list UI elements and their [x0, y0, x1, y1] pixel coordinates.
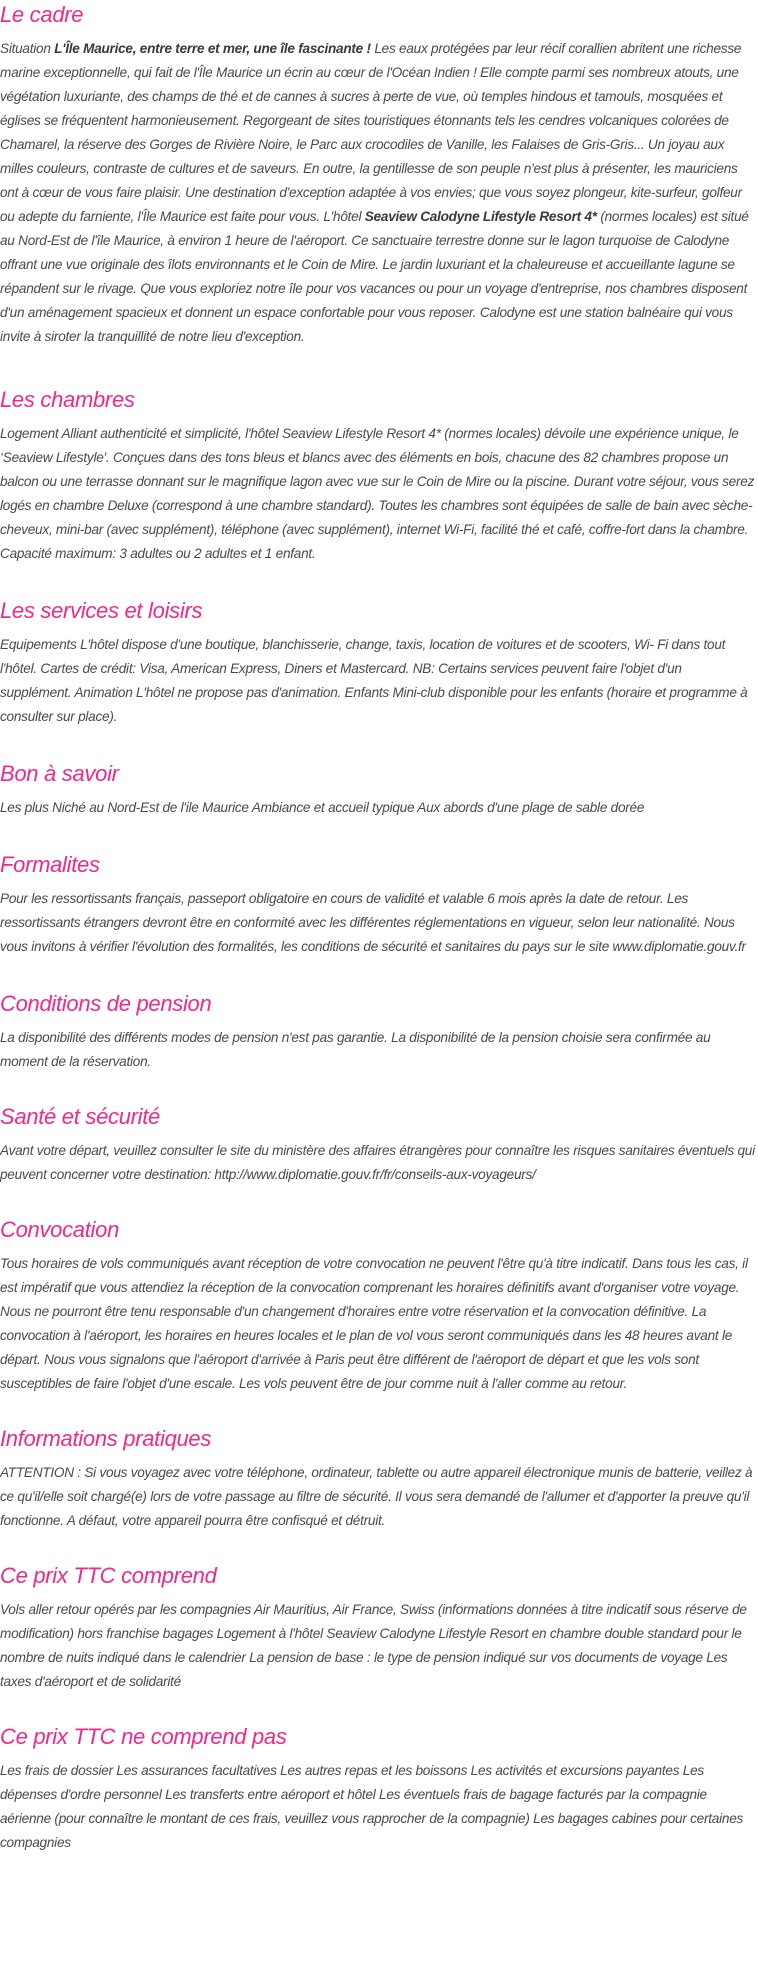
section-body: La disponibilité des différents modes de pension n'est pas garantie. La disponibilité de la pension choisie sera confirmée au moment de la réservation.	[0, 1030, 711, 1069]
highlight-tagline: L'Île Maurice, entre terre et mer, une île fascinante !	[54, 41, 371, 56]
section-title: Ce prix TTC comprend	[0, 1563, 217, 1588]
situation-label: Situation	[0, 41, 55, 56]
section-informations-pratiques	[0, 1424, 756, 1533]
section-body	[0, 37, 756, 349]
section-title: Les services et loisirs	[0, 598, 203, 623]
section-body: Equipements L'hôtel dispose d'une boutique, blanchisserie, change, taxis, location de voitures et de scooters, Wi- Fi dans tout l'hôtel. Cartes de crédit: Visa, American Express, Diners et Mastercard. NB: Certains services peuvent faire l'objet d'un supplément. Animation L'hôtel ne propose pas d'animation. Enfants Mini-club disponible pour les enfants (horaire et programme à consulter sur place).	[0, 637, 748, 724]
section-title: Formalites	[0, 852, 100, 877]
section-le-cadre	[0, 0, 756, 349]
section-title: Le cadre	[0, 2, 84, 27]
section-title: Bon à savoir	[0, 761, 119, 786]
section-title: Santé et sécurité	[0, 1104, 160, 1129]
section-title: Ce prix TTC ne comprend pas	[0, 1724, 287, 1749]
section-sante-securite	[0, 1102, 756, 1187]
section-body: Les plus Niché au Nord-Est de l'ile Maurice Ambiance et accueil typique Aux abords d'une plage de sable dorée	[0, 800, 645, 815]
section-les-chambres	[0, 385, 756, 566]
section-services-loisirs	[0, 596, 756, 729]
section-title: Informations pratiques	[0, 1426, 212, 1451]
section-body: Logement Alliant authenticité et simplicité, l'hôtel Seaview Lifestyle Resort 4* (normes locales) dévoile une expérience unique, le ‘Seaview Lifestyle'. Conçues dans des tons bleus et blancs avec des éléments en bois, chacune des 82 chambres propose un balcon ou une terrasse donnant sur le magnifique lagon avec vue sur le Coin de Mire ou la piscine. Durant votre séjour, vous serez logés en chambre Deluxe (correspond à une chambre standard). Toutes les chambres sont équipées de salle de bain avec sèche-cheveux, mini-bar (avec supplément), téléphone (avec supplément), internet Wi-Fi, facilité thé et café, coffre-fort dans la chambre. Capacité maximum: 3 adultes ou 2 adultes et 1 enfant.	[0, 426, 755, 561]
description-text: Les eaux protégées par leur récif corallien abritent une richesse marine exceptionnelle, qui fait de l'Île Maurice un écrin au cœur de l'Océan Indien ! Elle compte parmi ses nombreux atouts, une végétation luxuriante, des champs de thé et de cannes à sucres à perte de vue, où temples hindous et tamouls, mosquées et églises se fréquentent harmonieusement. Regorgeant de sites touristiques étonnants tels les cendres volcaniques colorées de Chamarel, la réserve des Gorges de Rivière Noire, le Parc aux crocodiles de Vanille, les Falaises de Gris-Gris... Un joyau aux milles couleurs, contraste de cultures et de saveurs. En outre, la gentillesse de son peuple n'est plus à présenter, les mauriciens ont à cœur de vous faire plaisir. Une destination d'exception adaptée à vos envies; que vous soyez plongeur, kite-surfeur, golfeur ou adepte du farniente, l'Île Maurice est faite pour vous. L'hôtel	[0, 41, 742, 224]
section-body: Vols aller retour opérés par les compagnies Air Mauritius, Air France, Swiss (informations données à titre indicatif sous réserve de modification) hors franchise bagages Logement à l'hôtel Seaview Calodyne Lifestyle Resort en chambre double standard pour le nombre de nuits indiqué dans le calendrier La pension de base : le type de pension indiqué sur vos documents de voyage Les taxes d'aéroport et de solidarité	[0, 1602, 747, 1689]
section-formalites	[0, 850, 756, 959]
hotel-name: Seaview Calodyne Lifestyle Resort 4*	[364, 209, 597, 224]
section-prix-comprend	[0, 1561, 756, 1694]
section-body: Les frais de dossier Les assurances facultatives Les autres repas et les boissons Les activités et excursions payantes Les dépenses d'ordre personnel Les transferts entre aéroport et hôtel Les éventuels frais de bagage facturés par la compagnie aérienne (pour connaître le montant de ces frais, veuillez vous rapprocher de la compagnie) Les bagages cabines pour certaines compagnies	[0, 1763, 744, 1850]
section-title: Convocation	[0, 1217, 119, 1242]
description-text-continued: (normes locales) est situé au Nord-Est de l'île Maurice, à environ 1 heure de l'aéroport. Ce sanctuaire terrestre donne sur le lagon turquoise de Calodyne offrant une vue originale des îlots environnants et le Coin de Mire. Le jardin luxuriant et la chaleureuse et accueillante lagune se répandent sur le rivage. Que vous exploriez notre île pour vos vacances ou pour un voyage d'entreprise, nos chambres disposent d'un aménagement spacieux et donnent un espace confortable pour vous reposer. Calodyne est une station balnéaire qui vous invite à siroter la tranquillité de notre lieu d'exception.	[0, 209, 749, 344]
section-body: Avant votre départ, veuillez consulter le site du ministère des affaires étrangères pour connaître les risques sanitaires éventuels qui peuvent concerner votre destination: http://www.diplomatie.gouv.fr/fr/conseils-aux-voyageurs/	[0, 1143, 755, 1182]
section-body: Pour les ressortissants français, passeport obligatoire en cours de validité et valable 6 mois après la date de retour. Les ressortissants étrangers devront être en conformité avec les différentes réglementations en vigueur, selon leur nationalité. Nous vous invitons à vérifier l'évolution des formalités, les conditions de sécurité et sanitaires du pays sur le site www.diplomatie.gouv.fr	[0, 891, 746, 954]
section-bon-a-savoir	[0, 759, 756, 820]
section-title: Conditions de pension	[0, 991, 212, 1016]
section-convocation	[0, 1215, 756, 1396]
section-conditions-pension	[0, 989, 756, 1074]
section-prix-ne-comprend-pas	[0, 1722, 756, 1855]
section-title: Les chambres	[0, 387, 135, 412]
section-body: Tous horaires de vols communiqués avant réception de votre convocation ne peuvent l'être qu'à titre indicatif. Dans tous les cas, il est impératif que vous attendiez la réception de la convocation comprenant les horaires définitifs avant d'organiser votre voyage. Nous ne pourront être tenu responsable d'un changement d'horaires entre votre réservation et la convocation définitive. La convocation à l'aéroport, les horaires en heures locales et le plan de vol vous seront communiqués dans les 48 heures avant le départ. Nous vous signalons que l'aéroport d'arrivée à Paris peut être différent de l'aéroport de départ et que les vols sont susceptibles de faire l'objet d'une escale. Les vols peuvent être de jour comme nuit à l'aller comme au retour.	[0, 1256, 748, 1391]
section-body: ATTENTION : Si vous voyagez avec votre téléphone, ordinateur, tablette ou autre appareil électronique munis de batterie, veillez à ce qu'il/elle soit chargé(e) lors de votre passage au filtre de sécurité. Il vous sera demandé de l'allumer et d'apporter la preuve qu'il fonctionne. A défaut, votre appareil pourra être confisqué et détruit.	[0, 1465, 753, 1528]
